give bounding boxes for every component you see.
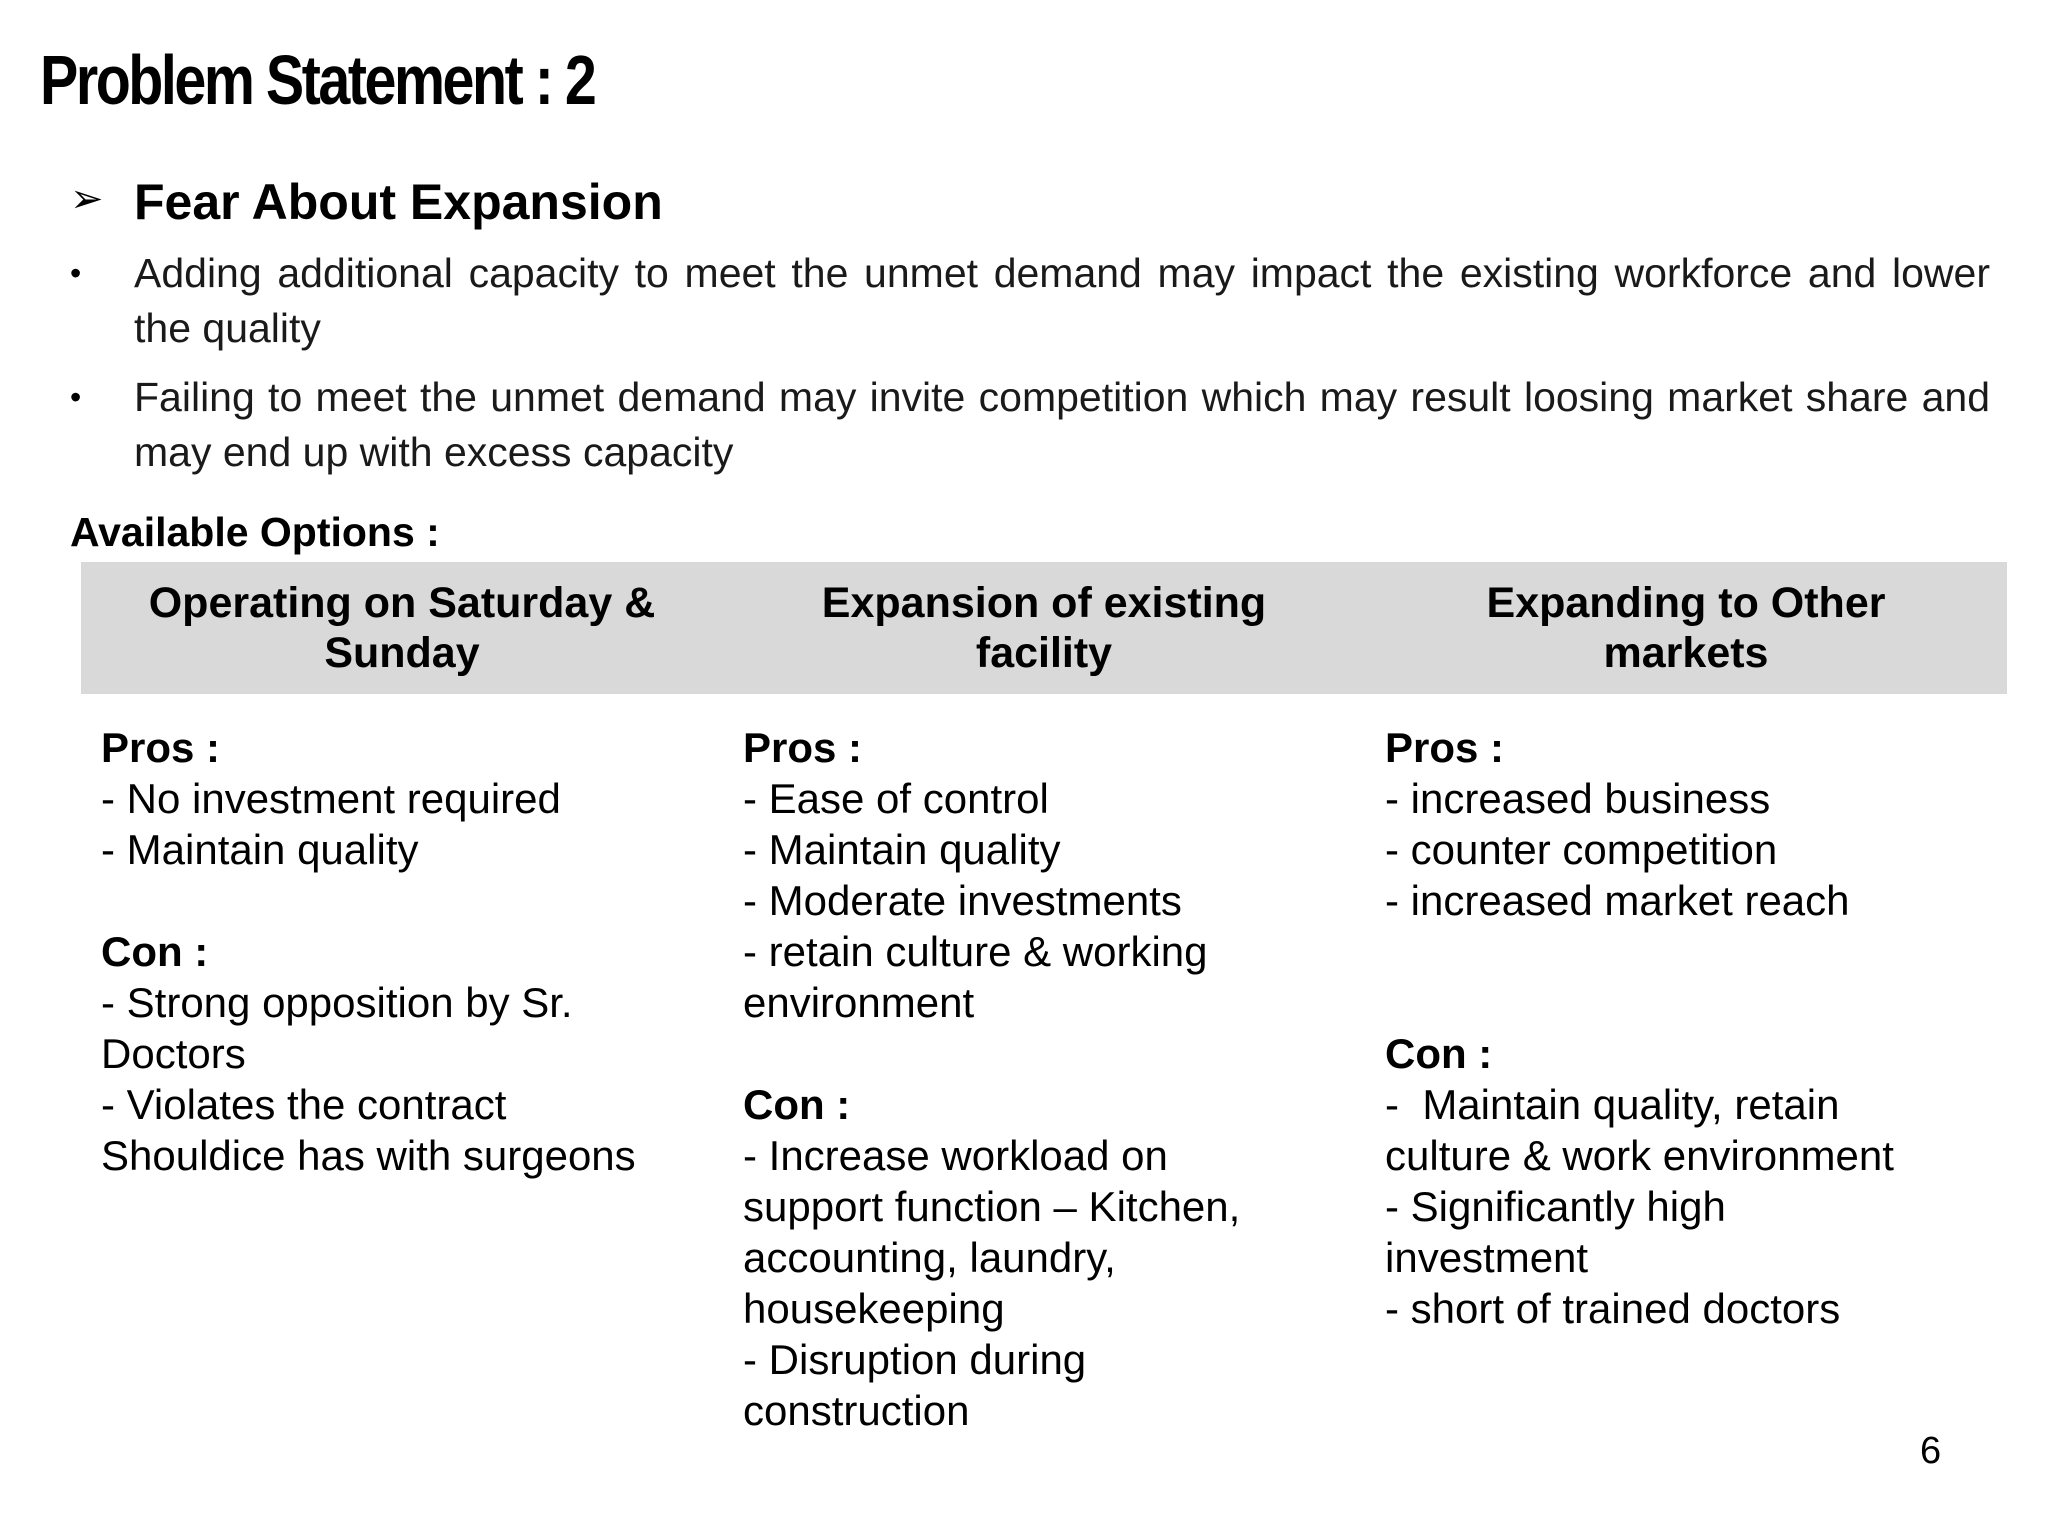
con-title: Con : xyxy=(743,1081,851,1128)
pros-title: Pros : xyxy=(1385,724,1505,771)
bullet-item xyxy=(70,370,1990,480)
option-header-line: facility xyxy=(975,629,1113,677)
bullet-text: Adding additional capacity to meet the unmet demand may impact the existing workforce and lower the quality xyxy=(134,250,1990,351)
con-item: - Increase workload on xyxy=(743,1132,1168,1179)
pros-item: - Ease of control xyxy=(743,775,1049,822)
options-table xyxy=(81,562,2007,1436)
option-header-line: markets xyxy=(1603,629,1769,677)
spacer xyxy=(101,875,723,926)
option-header-line: Sunday xyxy=(324,629,480,677)
spacer xyxy=(1385,926,2007,977)
option-header xyxy=(81,562,723,694)
pros-item: - No investment required xyxy=(101,775,561,822)
option-header-line: Operating on Saturday & xyxy=(148,579,656,627)
pros-item: environment xyxy=(743,979,975,1026)
bullet-item xyxy=(70,246,1990,356)
pros-item: - increased market reach xyxy=(1385,877,1850,924)
pros-item: - Maintain quality xyxy=(101,826,419,873)
option-header-line: Expanding to Other xyxy=(1486,579,1886,627)
options-body-row xyxy=(81,694,2007,1436)
con-item: - Disruption during xyxy=(743,1336,1087,1383)
con-item: housekeeping xyxy=(743,1285,1005,1332)
option-column xyxy=(81,722,723,1436)
section-heading xyxy=(70,170,1970,234)
pros-title: Pros : xyxy=(743,724,863,771)
con-item: - Significantly high xyxy=(1385,1183,1726,1230)
pros-item: - Maintain quality xyxy=(743,826,1061,873)
bullet-dot-icon: • xyxy=(70,255,82,291)
option-header-line: Expansion of existing xyxy=(821,579,1267,627)
con-item: Shouldice has with surgeons xyxy=(101,1132,636,1179)
options-label: Available Options : xyxy=(70,509,440,555)
con-item: - Violates the contract xyxy=(101,1081,507,1128)
option-header xyxy=(1365,562,2007,694)
con-item: accounting, laundry, xyxy=(743,1234,1116,1281)
pros-item: - increased business xyxy=(1385,775,1771,822)
con-item: culture & work environment xyxy=(1385,1132,1894,1179)
slide-title: Problem Statement : 2 xyxy=(40,41,595,119)
con-item: investment xyxy=(1385,1234,1589,1281)
con-title: Con : xyxy=(101,928,209,975)
con-title: Con : xyxy=(1385,1030,1493,1077)
option-column xyxy=(723,722,1365,1436)
pros-item: - Moderate investments xyxy=(743,877,1182,924)
section-heading-text: Fear About Expansion xyxy=(134,174,663,230)
con-item: Doctors xyxy=(101,1030,246,1077)
pros-item: - retain culture & working xyxy=(743,928,1208,975)
arrow-bullet-icon: ➢ xyxy=(70,177,104,221)
bullet-text: Failing to meet the unmet demand may invite competition which may result loosing market share and may end up with excess capacity xyxy=(134,374,1990,475)
option-column xyxy=(1365,722,2007,1436)
spacer xyxy=(1385,977,2007,1028)
bullet-dot-icon: • xyxy=(70,379,82,415)
con-item: construction xyxy=(743,1387,970,1434)
pros-title: Pros : xyxy=(101,724,221,771)
spacer xyxy=(743,1028,1365,1079)
pros-item: - counter competition xyxy=(1385,826,1778,873)
con-item: - Strong opposition by Sr. xyxy=(101,979,573,1026)
options-header-row xyxy=(81,562,2007,694)
page-number: 6 xyxy=(1920,1430,1942,1472)
con-item: - short of trained doctors xyxy=(1385,1285,1841,1332)
con-item: support function – Kitchen, xyxy=(743,1183,1241,1230)
con-item: - Maintain quality, retain xyxy=(1385,1081,1840,1128)
option-header xyxy=(723,562,1365,694)
